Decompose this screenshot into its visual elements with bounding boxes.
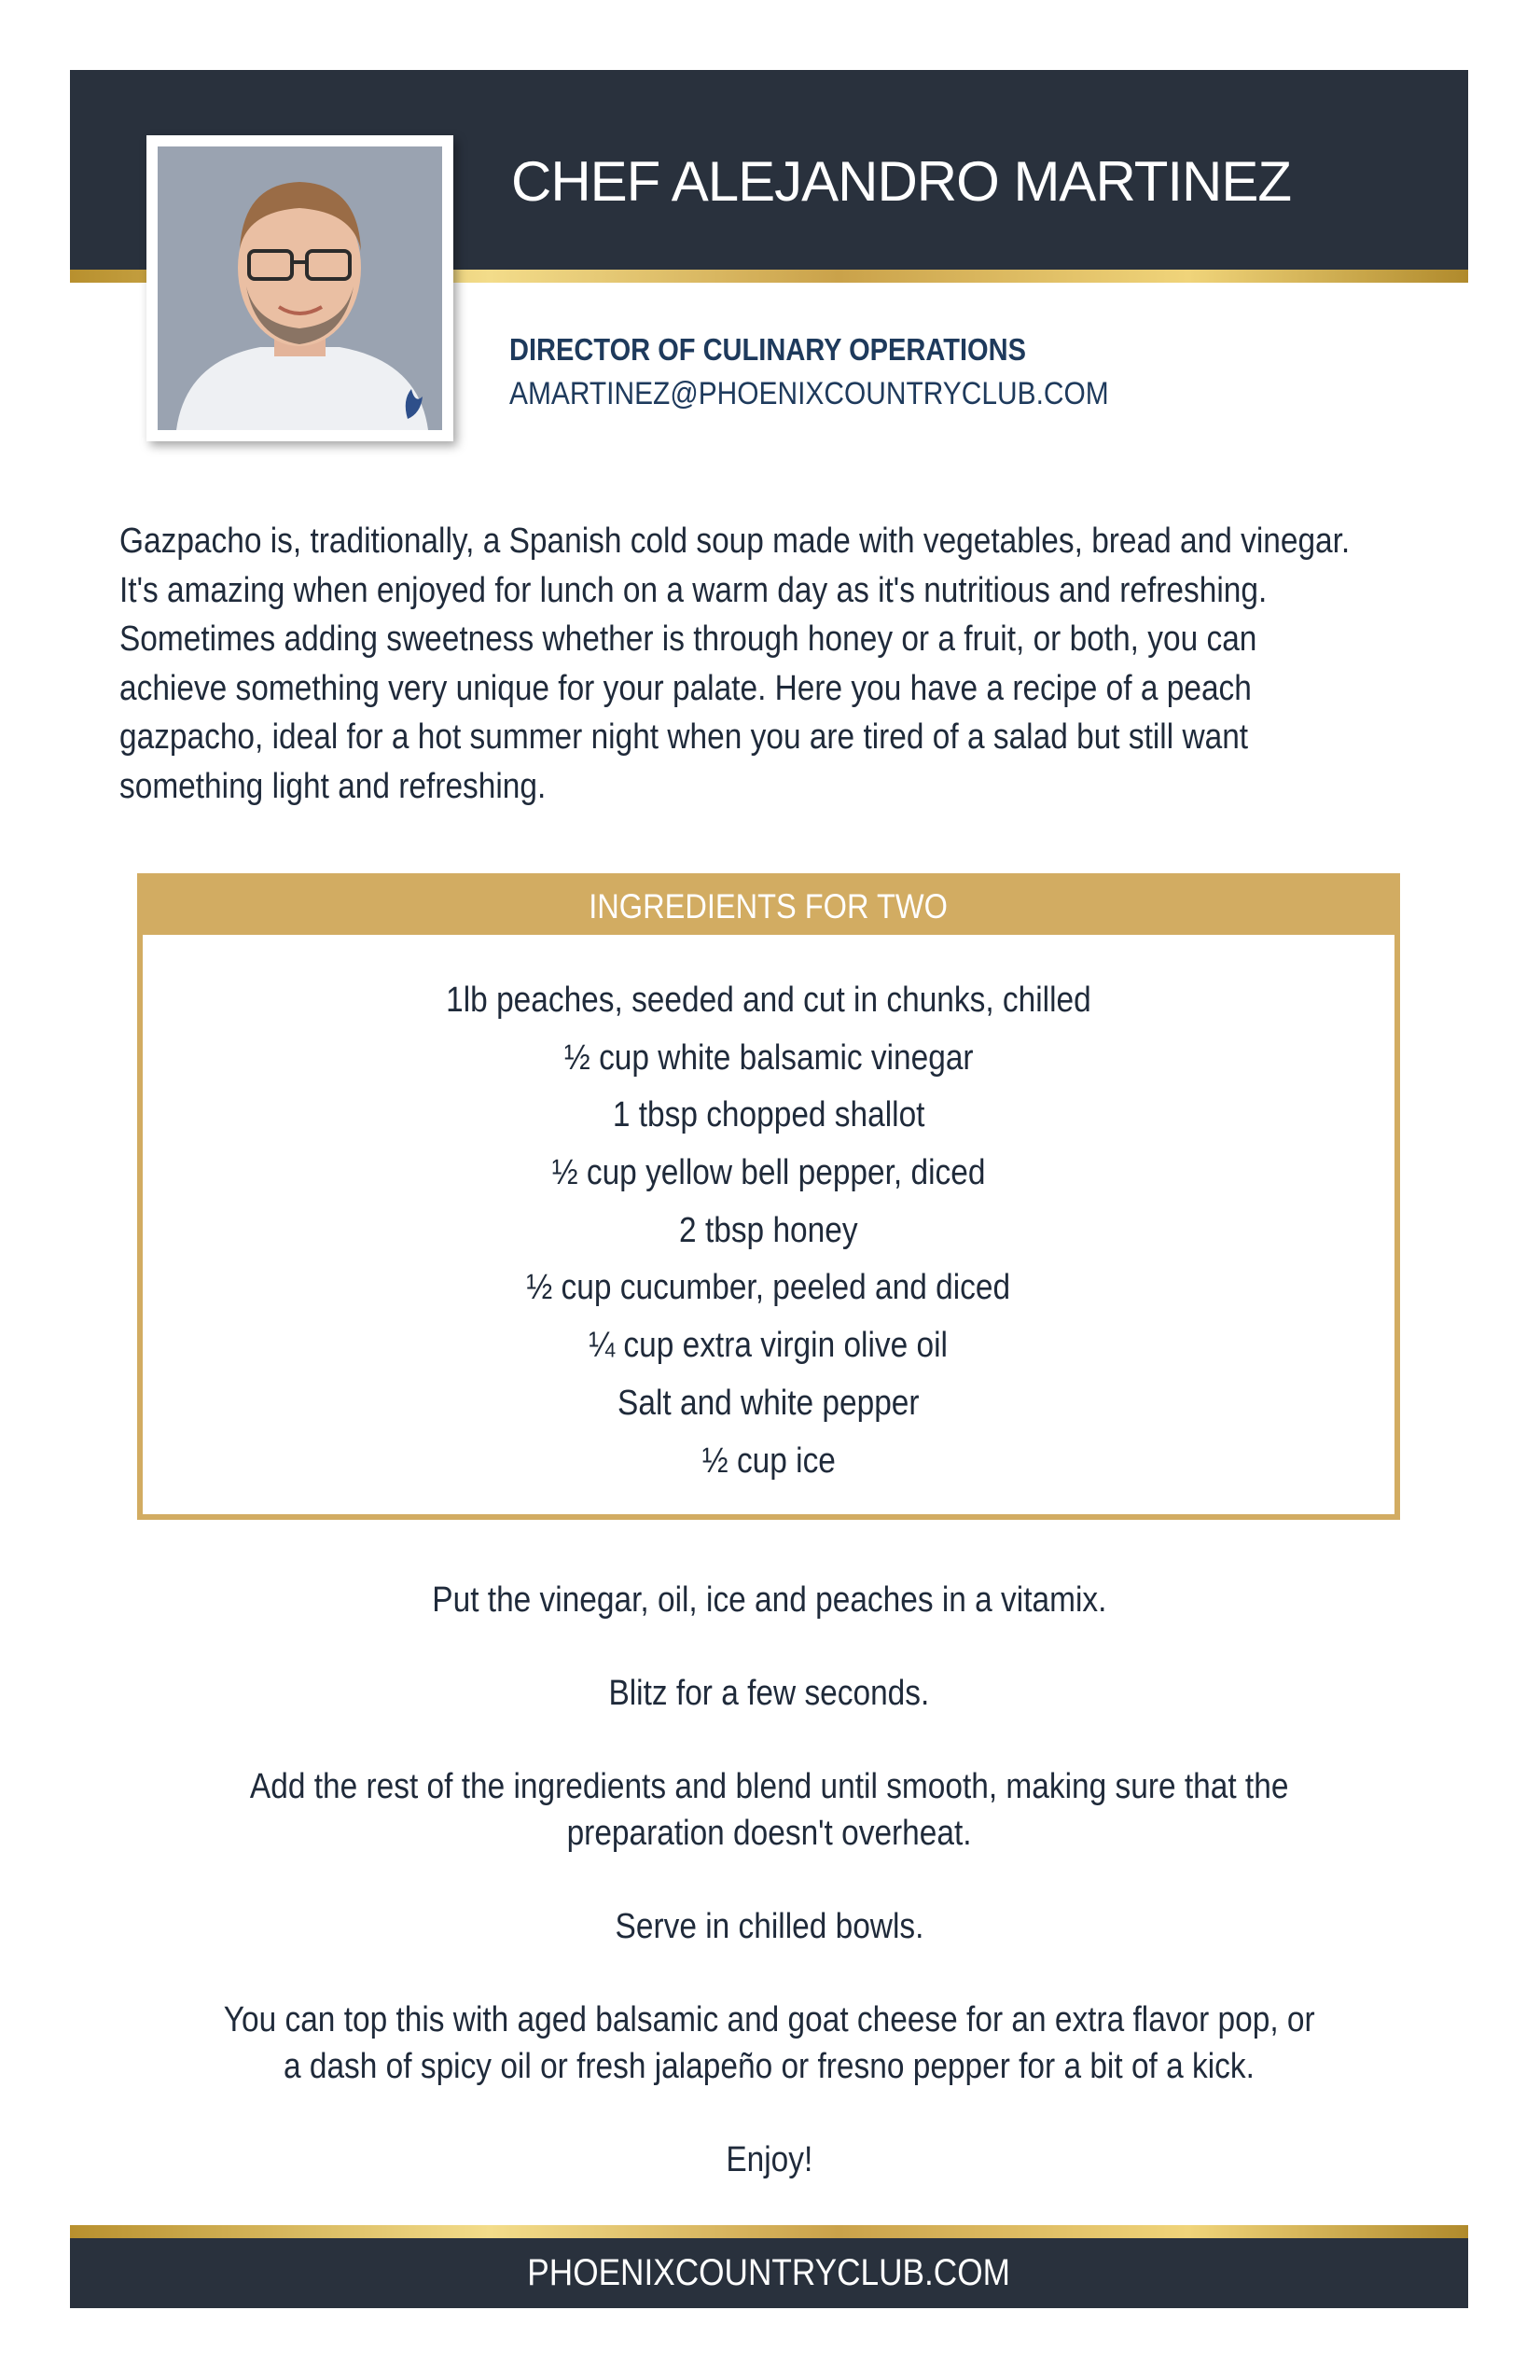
ingredient-text: ½ cup cucumber, peeled and diced [526, 1268, 1011, 1308]
intro-line: gazpacho, ideal for a hot summer night when you are tired of a salad but still want [119, 717, 1249, 757]
footer-website: PHOENIXCOUNTRYCLUB.COM [527, 2252, 1011, 2293]
ingredients-title-text: INGREDIENTS FOR TWO [589, 887, 949, 926]
instruction-line: You can top this with aged balsamic and goat cheese for an extra flavor pop, or [223, 2000, 1315, 2039]
instruction-step [70, 1577, 1468, 1623]
ingredient-item [143, 1260, 1394, 1317]
ingredient-text: ½ cup ice [701, 1441, 836, 1481]
ingredient-item [143, 1433, 1394, 1491]
instructions [70, 1577, 1468, 2183]
gold-divider-bottom [70, 2225, 1468, 2238]
instruction-line: Add the rest of the ingredients and blend until smooth, making sure that the [249, 1767, 1289, 1806]
ingredient-item [143, 972, 1394, 1030]
instruction-step [70, 1670, 1468, 1717]
ingredient-text: 2 tbsp honey [679, 1210, 858, 1250]
chef-portrait-image [158, 146, 442, 430]
ingredient-item [143, 1375, 1394, 1433]
ingredient-item [143, 1087, 1394, 1145]
ingredient-item [143, 1145, 1394, 1203]
ingredient-text: 1 tbsp chopped shallot [612, 1095, 925, 1135]
ingredients-list [143, 972, 1394, 1490]
instruction-line: a dash of spicy oil or fresh jalapeño or fresno pepper for a bit of a kick. [284, 2047, 1255, 2086]
instruction-line: Serve in chilled bowls. [615, 1907, 923, 1946]
ingredients-title [143, 879, 1394, 935]
chef-photo [158, 146, 442, 430]
ingredient-item [143, 1203, 1394, 1260]
chef-photo-frame [146, 135, 453, 441]
ingredient-item [143, 1317, 1394, 1375]
instruction-line: Blitz for a few seconds. [608, 1674, 930, 1713]
intro-line: something light and refreshing. [119, 766, 547, 806]
intro-line: Gazpacho is, traditionally, a Spanish cold soup made with vegetables, bread and vinegar. [119, 522, 1351, 561]
ingredient-text: ¼ cup extra virgin olive oil [589, 1326, 949, 1366]
footer-band [70, 2238, 1468, 2308]
instruction-step [70, 1997, 1468, 2090]
ingredients-box [137, 873, 1400, 1520]
ingredient-text: 1lb peaches, seeded and cut in chunks, chilled [446, 981, 1091, 1020]
closing-line [70, 2136, 1468, 2183]
intro-line: achieve something very unique for your palate. Here you have a recipe of a peach [119, 668, 1252, 708]
instruction-line: preparation doesn't overheat. [566, 1814, 972, 1853]
instruction-step [70, 1903, 1468, 1950]
instruction-step [70, 1763, 1468, 1857]
ingredient-text: ½ cup white balsamic vinegar [563, 1037, 974, 1078]
ingredient-text: ½ cup yellow bell pepper, diced [551, 1153, 986, 1193]
ingredient-text: Salt and white pepper [617, 1383, 920, 1423]
ingredient-item [143, 1030, 1394, 1088]
job-title: DIRECTOR OF CULINARY OPERATIONS [509, 332, 1026, 367]
intro-line: It's amazing when enjoyed for lunch on a warm day as it's nutritious and refreshing. [119, 570, 1268, 610]
instruction-line: Enjoy! [726, 2140, 812, 2179]
intro-line: Sometimes adding sweetness whether is through honey or a fruit, or both, you can [119, 619, 1257, 659]
chef-name: CHEF ALEJANDRO MARTINEZ [511, 150, 1292, 213]
instruction-line: Put the vinegar, oil, ice and peaches in a vitamix. [431, 1580, 1107, 1620]
intro-paragraph [119, 517, 1433, 811]
email-address: AMARTINEZ@PHOENIXCOUNTRYCLUB.COM [509, 376, 1109, 411]
